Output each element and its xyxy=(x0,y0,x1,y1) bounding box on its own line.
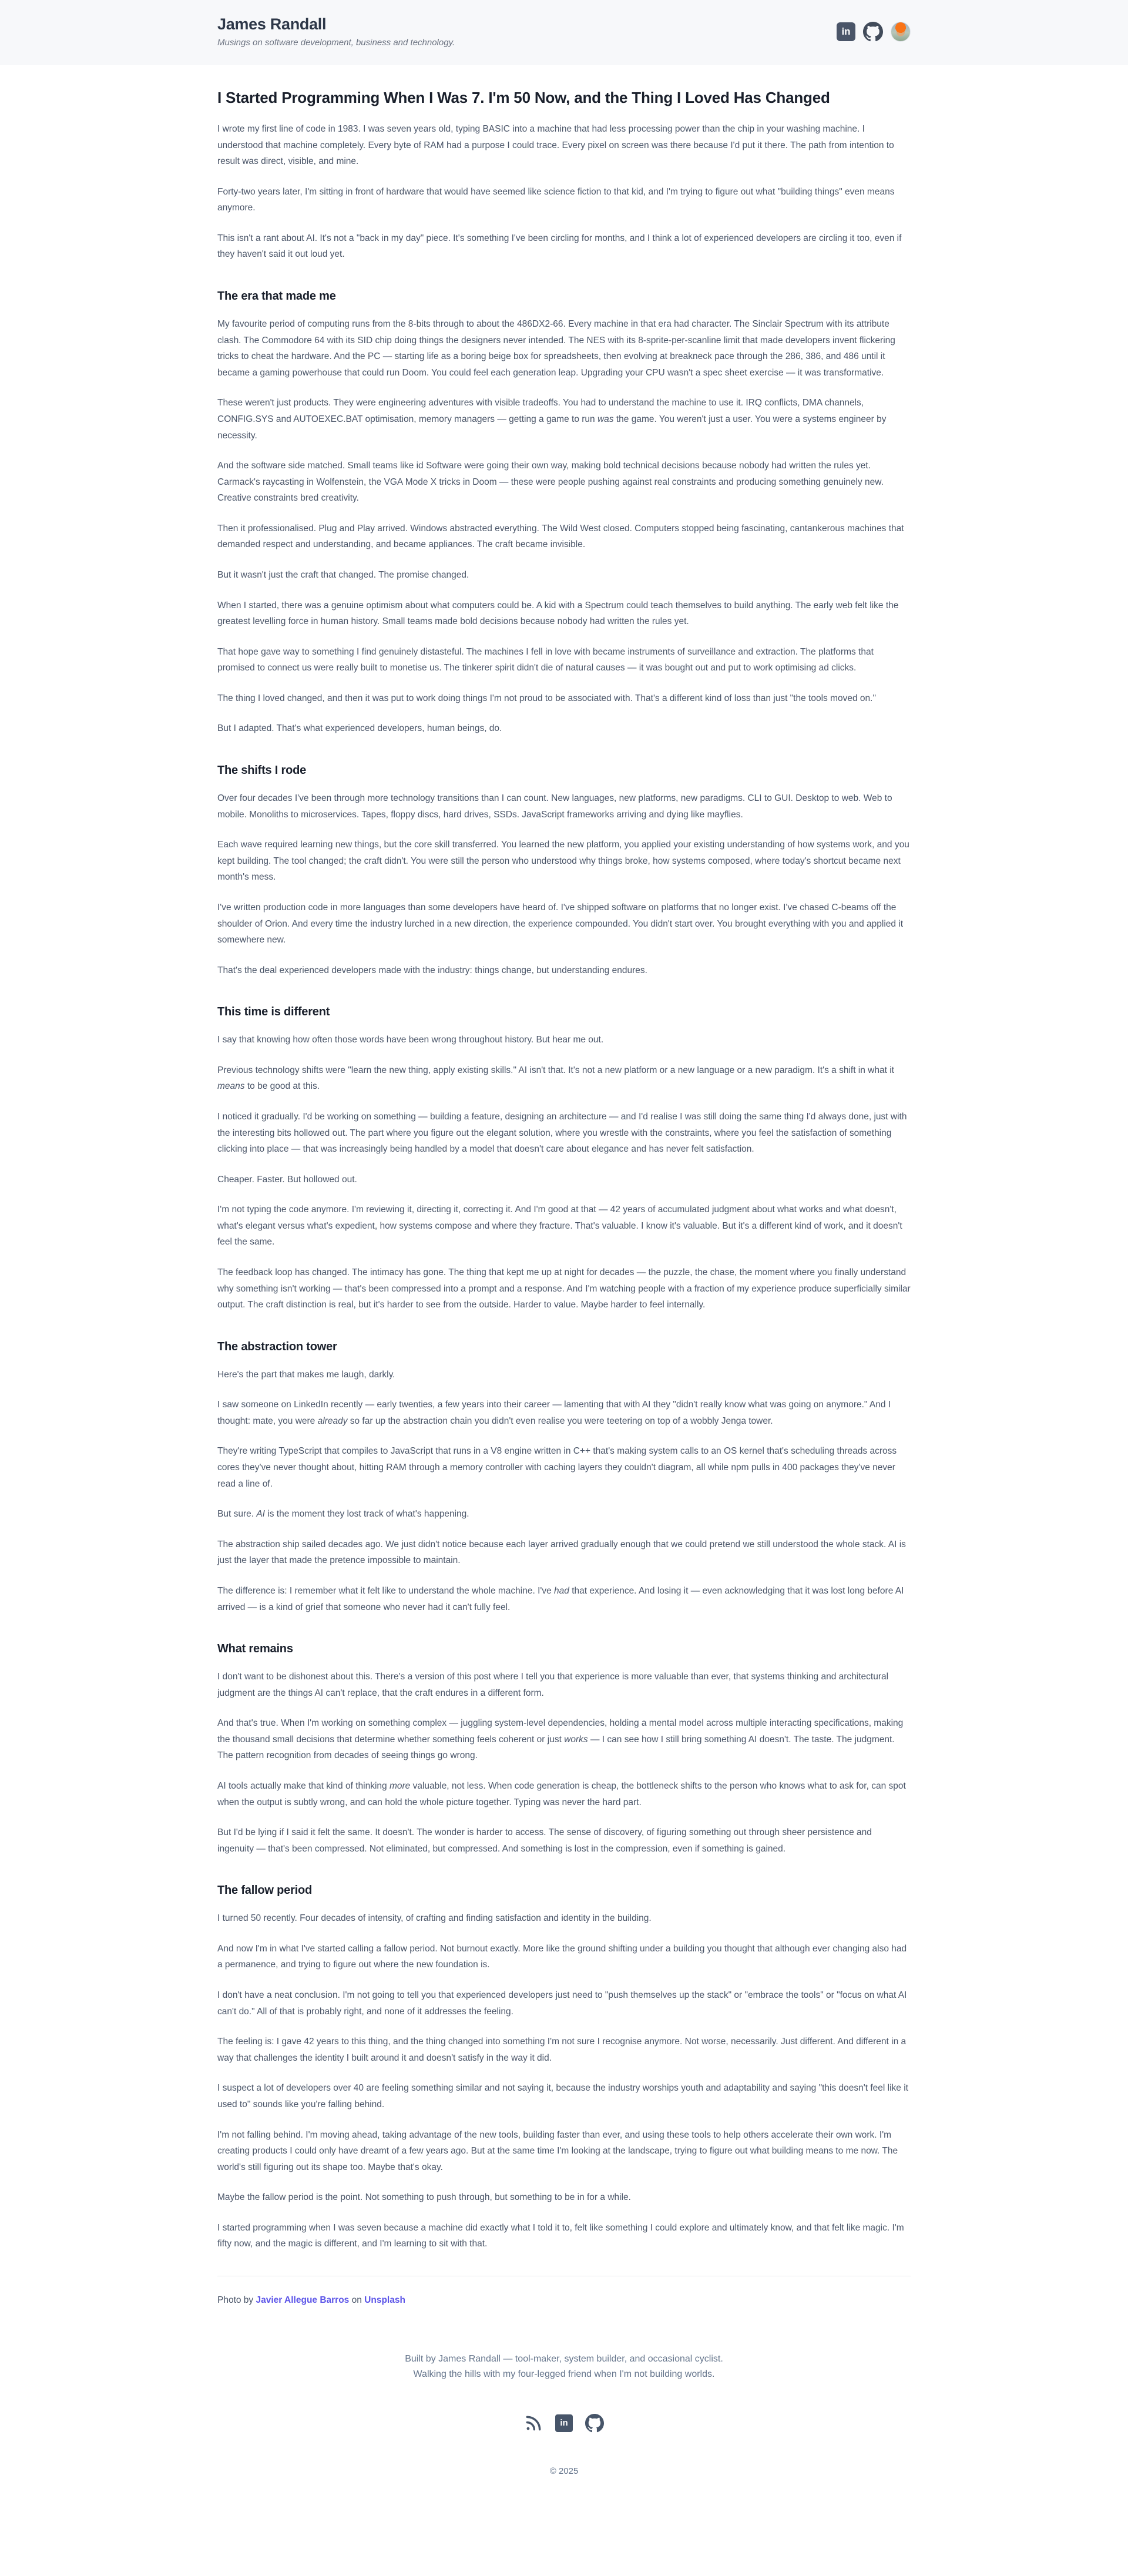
section-heading: The abstraction tower xyxy=(217,1340,337,1353)
site-identity xyxy=(217,15,455,48)
article-paragraph: Maybe the fallow period is the point. Not something to push through, but something to be in for a while. xyxy=(217,2192,631,2203)
article-paragraph: But sure. AI is the moment they lost track of what's happening. xyxy=(217,1509,469,1520)
section-heading: What remains xyxy=(217,1642,293,1656)
photo-source-link[interactable]: Unsplash xyxy=(364,2295,405,2305)
photo-credit xyxy=(217,2295,911,2306)
article-paragraph: When I started, there was a genuine optimism about what computers could be. A kid with a Spectrum could teach themselves to build anything. The early web felt like the greatest levelling force in human history. Small teams made bold decisions because nobody had written the rules yet. xyxy=(217,600,899,627)
site-name: James Randall xyxy=(217,15,327,33)
article-paragraph: I wrote my first line of code in 1983. I was seven years old, typing BASIC into a machine that had less processing power than the chip in your washing machine. I understood that machine completely. Every byte of RAM had a purpose I could trace. Every pixel on screen was there because I'd put it there. The path from intention to result was direct, visible, and mine. xyxy=(217,124,894,167)
article-paragraph: AI tools actually make that kind of thinking more valuable, not less. When code generation is cheap, the bottleneck shifts to the person who knows what to ask for, can spot when the output is subtly wrong, and can hold the whole picture together. Typing was never the hard part. xyxy=(217,1781,906,1807)
article-paragraph: That's the deal experienced developers made with the industry: things change, but understanding endures. xyxy=(217,965,647,975)
article-paragraph: And that's true. When I'm working on something complex — juggling system-level dependencies, holding a mental model across multiple interacting specifications, making the thousand small decisions that determine whether something feels coherent or just works — I can see how I still bring something AI doesn't. The taste. The judgment. The pattern recognition from decades of seeing things go wrong. xyxy=(217,1718,904,1761)
article-paragraph: The thing I loved changed, and then it was put to work doing things I'm not proud to be associated with. That's a different kind of loss than just "the tools moved on." xyxy=(217,693,876,703)
article-paragraph: I saw someone on LinkedIn recently — early twenties, a few years into their career — lamenting that with AI they "didn't really know what was going on anymore." And I thought: mate, you were already so far up the abstraction chain you didn't even realise you were teetering on top of a wobbly Jenga tower. xyxy=(217,1400,891,1426)
article-paragraph: Here's the part that makes me laugh, darkly. xyxy=(217,1369,395,1380)
photo-credit-middle: on xyxy=(349,2295,365,2305)
article-paragraph: And the software side matched. Small teams like id Software were going their own way, making bold technical decisions because nobody had written the rules yet. Carmack's raycasting in Wolfenstein, the VGA Mode X tricks in Doom — these were people pushing against real constraints and producing something genuinely new. Creative constraints bred creativity. xyxy=(217,461,884,504)
article-paragraph: But I'd be lying if I said it felt the same. It doesn't. The wonder is harder to access. The sense of discovery, of figuring something out through sheer persistence and ingenuity — that's been compressed. Not eliminated, but compressed. And something is lost in the compression, even if something is gained. xyxy=(217,1827,872,1854)
article-paragraph: Previous technology shifts were "learn the new thing, apply existing skills." AI isn't that. It's not a new platform or a new language or a new paradigm. It's a shift in what it means to be good at this. xyxy=(217,1065,894,1092)
article-paragraph: I turned 50 recently. Four decades of intensity, of crafting and finding satisfaction and identity in the building. xyxy=(217,1913,652,1924)
site-tagline: Musings on software development, business and technology. xyxy=(217,38,455,48)
article-paragraph: The feedback loop has changed. The intimacy has gone. The thing that kept me up at night for decades — the puzzle, the chase, the moment where you finally understand why something isn't working — that's been compressed into a prompt and a response. And I'm watching people with a fraction of my experience produce superficially similar output. The craft distinction is real, but it's harder to see from the outside. Harder to value. Maybe harder to feel internally. xyxy=(217,1267,911,1310)
article-paragraph: I don't have a neat conclusion. I'm not going to tell you that experienced developers just need to "push themselves up the stack" or "embrace the tools" or "focus on what AI can't do." All of that is probably right, and none of it addresses the feeling. xyxy=(217,1990,907,2017)
avatar[interactable] xyxy=(891,22,911,42)
photo-author-link[interactable]: Javier Allegue Barros xyxy=(256,2295,350,2305)
main-content xyxy=(217,65,911,2576)
article-paragraph: The feeling is: I gave 42 years to this thing, and the thing changed into something I'm not sure I recognise anymore. Not worse, necessarily. Just different. And different in a way that challenges the identity I built around it and doesn't satisfy in the way it did. xyxy=(217,2037,907,2063)
article-paragraph: But it wasn't just the craft that changed. The promise changed. xyxy=(217,569,469,580)
section-heading: The shifts I rode xyxy=(217,764,307,777)
site-header xyxy=(0,0,1128,65)
article-paragraph: And now I'm in what I've started calling a fallow period. Not burnout exactly. More like the ground shifting under a building you thought that although ever changing also had a permanence, and trying to figure out where the new foundation is. xyxy=(217,1943,907,1970)
article-paragraph: Each wave required learning new things, but the core skill transferred. You learned the new platform, you applied your existing understanding of how systems work, and you kept building. The tool changed; the craft didn't. You were still the person who understood why things broke, how systems composed, where today's shortcut became next month's mess. xyxy=(217,840,909,883)
article-paragraph: I'm not typing the code anymore. I'm reviewing it, directing it, correcting it. And I'm good at that — 42 years of accumulated judgment about what works and what doesn't, what's elegant versus what's expedient, how systems compose and where they fracture. That's valuable. I know it's valuable. But it's a different kind of work, and it doesn't feel the same. xyxy=(217,1205,902,1247)
article-paragraph: I suspect a lot of developers over 40 are feeling something similar and not saying it, because the industry worships youth and adaptability and saying "this doesn't feel like it used to" sounds like you're falling behind. xyxy=(217,2083,908,2109)
rss-icon[interactable] xyxy=(523,2413,543,2433)
article-paragraph: I've written production code in more languages than some developers have heard of. I've shipped software on platforms that no longer exist. I've chased C-beams off the shoulder of Orion. And every time the industry lurched in a new direction, the experience compounded. You didn't start over. You brought everything with you and applied it somewhere new. xyxy=(217,902,904,945)
section-heading: This time is different xyxy=(217,1005,330,1019)
section-heading: The era that made me xyxy=(217,290,336,303)
article-paragraph: The difference is: I remember what it felt like to understand the whole machine. I've had that experience. And losing it — even acknowledging that it was lost long before AI arrived — is a kind of grief that someone who never had it can't fully feel. xyxy=(217,1585,904,1612)
copyright-text: © 2025 xyxy=(549,2466,579,2476)
article-paragraph: Cheaper. Faster. But hollowed out. xyxy=(217,1174,357,1185)
article-paragraph: I started programming when I was seven because a machine did exactly what I told it to, felt like something I could explore and ultimately know, and that felt like magic. I'm fifty now, and the magic is different, and I'm learning to sit with that. xyxy=(217,2222,904,2249)
footer-tagline: Walking the hills with my four-legged friend when I'm not building worlds. xyxy=(413,2369,715,2380)
article-paragraph: The abstraction ship sailed decades ago. We just didn't notice because each layer arrived gradually enough that we could pretend we still understood the whole stack. AI is just the layer that made the pretence impossible to maintain. xyxy=(217,1539,906,1566)
article-paragraph: I noticed it gradually. I'd be working on something — building a feature, designing an architecture — and I'd realise I was still doing the same thing I'd always done, just with the interesting bits hollowed out. The part where you figure out the elegant solution, where you wrestle with the constraints, where you feel the satisfaction of something clicking into place — that was increasingly being handled by a model that doesn't care about elegance and has never felt satisfaction. xyxy=(217,1111,907,1155)
site-footer xyxy=(217,2352,911,2576)
section-heading: The fallow period xyxy=(217,1884,313,1897)
github-icon[interactable] xyxy=(585,2413,605,2433)
article-body xyxy=(217,121,911,2252)
footer-byline: Built by James Randall — tool-maker, system builder, and occasional cyclist. xyxy=(405,2353,723,2364)
github-icon[interactable] xyxy=(863,22,883,42)
article-paragraph: Over four decades I've been through more technology transitions than I can count. New languages, new platforms, new paradigms. CLI to GUI. Desktop to web. Web to mobile. Monoliths to microservices. Tapes, floppy discs, hard drives, SSDs. JavaScript frameworks arriving and dying like mayflies. xyxy=(217,793,892,820)
article-paragraph: That hope gave way to something I find genuinely distasteful. The machines I fell in love with became instruments of surveillance and extraction. The platforms that promised to connect us were really built to monetise us. The tinkerer spirit didn't die of natural causes — it was bought out and put to work optimising ad clicks. xyxy=(217,646,874,673)
article-paragraph: These weren't just products. They were engineering adventures with visible tradeoffs. You had to understand the machine to use it. IRQ conflicts, DMA channels, CONFIG.SYS and AUTOEXEC.BAT optimisation, memory managers — getting a game to run was the game. You weren't just a user. You were a systems engineer by necessity. xyxy=(217,398,887,441)
article-paragraph: My favourite period of computing runs from the 8-bits through to about the 486DX2-66. Every machine in that era had character. The Sinclair Spectrum with its attribute clash. The Commodore 64 with its SID chip doing things the designers never intended. The NES with its 8-sprite-per-scanline limit that made developers invent flickering tricks to cheat the hardware. And the PC — starting life as a boring beige box for spreadsheets, then evolving at breakneck pace through the 286, 386, and 486 until it became a gaming powerhouse that could run Doom. You could feel each generation leap. Upgrading your CPU wasn't a spec sheet exercise — it was transformative. xyxy=(217,319,895,378)
linkedin-icon[interactable]: in xyxy=(554,2413,574,2433)
article-paragraph: This isn't a rant about AI. It's not a "back in my day" piece. It's something I've been circling for months, and I think a lot of experienced developers are circling it too, even if they haven't said it out loud yet. xyxy=(217,233,902,260)
article-paragraph: But I adapted. That's what experienced developers, human beings, do. xyxy=(217,723,502,734)
article-paragraph: Forty-two years later, I'm sitting in front of hardware that would have seemed like science fiction to that kid, and I'm trying to figure out what "building things" even means anymore. xyxy=(217,186,895,213)
footer-social-icons xyxy=(217,2413,911,2433)
article-paragraph: They're writing TypeScript that compiles to JavaScript that runs in a V8 engine written in C++ that's making system calls to an OS kernel that's scheduling threads across cores they've never thought about, hitting RAM through a memory controller with caching layers they couldn't diagram, all while npm pulls in 400 packages they've never read a line of. xyxy=(217,1446,897,1489)
linkedin-icon[interactable]: in xyxy=(837,22,855,41)
article-paragraph: I'm not falling behind. I'm moving ahead, taking advantage of the new tools, building faster than ever, and using these tools to help others accelerate their own work. I'm creating products I could only have dreamt of a few years ago. But at the same time I'm looking at the landscape, trying to figure out what building means to me now. The world's still figuring out its shape too. Maybe that's okay. xyxy=(217,2129,898,2172)
article-paragraph: I say that knowing how often those words have been wrong throughout history. But hear me out. xyxy=(217,1035,604,1045)
article-paragraph: Then it professionalised. Plug and Play arrived. Windows abstracted everything. The Wild West closed. Computers stopped being fascinating, cantankerous machines that demanded respect and understanding, and became appliances. The craft became invisible. xyxy=(217,523,904,550)
page-title: I Started Programming When I Was 7. I'm 50 Now, and the Thing I Loved Has Changed xyxy=(217,89,830,106)
article-paragraph: I don't want to be dishonest about this. There's a version of this post where I tell you that experience is more valuable than ever, that systems thinking and architectural judgment are the things AI can't replace, that the craft endures in a different form. xyxy=(217,1672,889,1698)
header-social-icons xyxy=(837,22,911,42)
photo-credit-prefix: Photo by xyxy=(217,2295,256,2305)
